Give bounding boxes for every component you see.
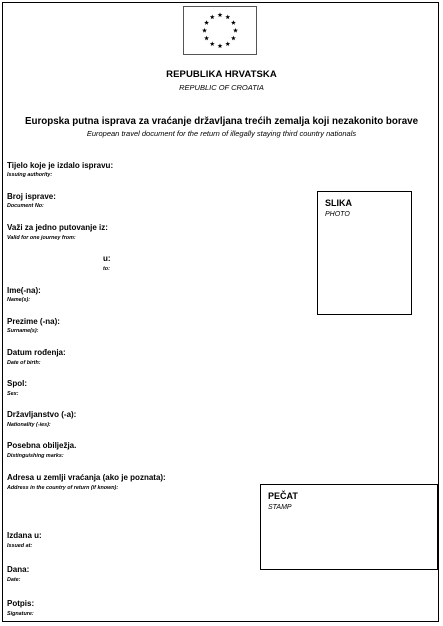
star-icon (233, 28, 238, 33)
stamp-box (260, 484, 438, 570)
star-icon (225, 14, 230, 19)
to-label-en: to: (103, 266, 110, 272)
birth-date-label-en: Date of birth: (7, 360, 41, 366)
star-icon (202, 28, 207, 33)
star-icon (225, 41, 230, 46)
date-label-en: Date: (7, 577, 21, 583)
star-icon (218, 12, 223, 17)
date-label: Dana: (7, 565, 30, 574)
country-name-english: REPUBLIC OF CROATIA (179, 83, 264, 92)
to-label: u: (103, 254, 111, 263)
star-icon (204, 20, 209, 25)
sex-label-en: Sex: (7, 391, 19, 397)
names-label: Ime(-na): (7, 286, 41, 295)
address-label-en: Address in the country of return (if known): (7, 485, 119, 491)
signature-label-en: Signature: (7, 611, 34, 617)
photo-box (317, 191, 412, 315)
country-name: REPUBLIKA HRVATSKA (166, 69, 277, 80)
surnames-label: Prezime (-na): (7, 317, 60, 326)
nationality-label: Državljanstvo (-a): (7, 410, 77, 419)
document-no-label-en: Document No: (7, 203, 44, 209)
issued-at-label: Izdana u: (7, 531, 42, 540)
star-icon (231, 20, 236, 25)
nationality-label-en: Nationality (-ies): (7, 422, 51, 428)
star-icon (218, 43, 223, 48)
photo-box-title: SLIKA (325, 198, 352, 208)
stamp-box-title: PEČAT (268, 491, 298, 501)
document-title: Europska putna isprava za vraćanje državljana trećih zemalja koji nezakonito borave (24, 116, 419, 127)
issuing-authority-label: Tijelo koje je izdalo ispravu: (7, 161, 114, 170)
stamp-box-subtitle: STAMP (268, 504, 292, 511)
document-no-label: Broj isprave: (7, 192, 56, 201)
star-icon (210, 14, 215, 19)
distinguishing-marks-label: Posebna obilježja. (7, 441, 77, 450)
star-icon (210, 41, 215, 46)
eu-stars-circle (184, 7, 256, 54)
document-title-english: European travel document for the return of illegally staying third country nationals (86, 129, 357, 138)
surnames-label-en: Surname(s): (7, 328, 39, 334)
distinguishing-marks-label-en: Distinguishing marks: (7, 453, 64, 459)
address-label: Adresa u zemlji vraćanja (ako je poznata): (7, 473, 166, 482)
star-icon (204, 36, 209, 41)
eu-flag-icon (183, 6, 257, 55)
signature-label: Potpis: (7, 599, 35, 608)
valid-from-label-en: Valid for one journey from: (7, 235, 76, 241)
issued-at-label-en: Issued at: (7, 543, 33, 549)
photo-box-subtitle: PHOTO (325, 211, 350, 218)
star-icon (231, 36, 236, 41)
birth-date-label: Datum rođenja: (7, 348, 66, 357)
sex-label: Spol: (7, 379, 27, 388)
issuing-authority-label-en: Issuing authority: (7, 172, 53, 178)
valid-from-label: Važi za jedno putovanje iz: (7, 223, 108, 232)
names-label-en: Name(s): (7, 297, 31, 303)
